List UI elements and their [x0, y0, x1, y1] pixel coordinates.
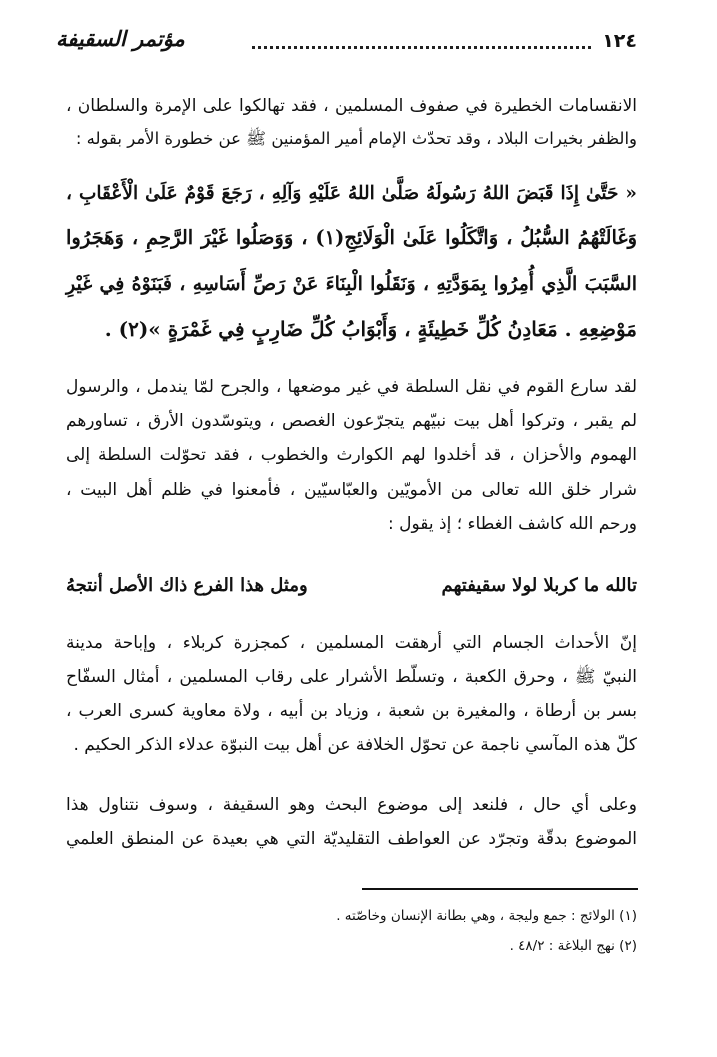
text-line: إنّ الأحداث الجسام التي أرهقت المسلمين ، كمجزرة كربلاء ، وإباحة مدينة [66, 633, 637, 653]
footnote-separator [362, 888, 638, 890]
poem-hemistich-first: تالله ما كربلا لولا سقيفتهم [441, 575, 637, 596]
hadith-line: وَغَالَتْهُمُ السُّبُلُ ، وَاتَّكَلُوا عَلَىٰ الْوَلَائِجِ(١) ، وَوَصَلُوا غَيْرَ الرَّحِمِ ، وَهَجَرُوا [66, 226, 637, 249]
text-line: بسر بن أرطاة ، والمغيرة بن شعبة ، وزياد بن أبيه ، ولاة معاوية كسرى العرب ، [66, 701, 637, 721]
text-line: شرار خلق الله تعالى من الأمويّين والعبّاسيّين ، فأمعنوا في ظلم أهل البيت ، [66, 480, 637, 500]
page-header [56, 26, 637, 60]
hadith-line: مَوْضِعِهِ . مَعَادِنُ كُلِّ خَطِيئَةٍ ، وَأَبْوَابُ كُلِّ ضَارِبٍ فِي غَمْرَةٍ »(٢) . [104, 317, 637, 341]
text-line: والظفر بخيرات البلاد ، وقد تحدّث الإمام أمير المؤمنين ﷺ عن خطورة الأمر بقوله : [75, 129, 637, 148]
footnote: (٢) نهج البلاغة : ٤٨/٢ . [509, 938, 637, 954]
page-number: ١٢٤ [602, 30, 637, 52]
poem-verse [66, 575, 637, 607]
book-title: مؤتمر السقيفة [56, 26, 185, 51]
text-line: الموضوع بدقّة وتجرّد عن العواطف التقليديّة التي هي بعيدة عن المنطق العلمي [66, 829, 637, 849]
footnote: (١) الولائج : جمع وليجة ، وهي بطانة الإنسان وخاصّته . [336, 908, 637, 924]
text-line: لقد سارع القوم في نقل السلطة في غير موضعها ، والجرح لمّا يندمل ، والرسول [66, 377, 637, 397]
text-line: وعلى أي حال ، فلنعد إلى موضوع البحث وهو السقيفة ، وسوف نتناول هذا [66, 795, 637, 815]
text-line: كلّ هذه المآسي ناجمة عن تحوّل الخلافة عن أهل بيت النبوّة عدلاء الذكر الحكيم . [73, 735, 637, 755]
poem-hemistich-second: ومثل هذا الفرع ذاك الأصل أنتجهُ [66, 575, 308, 596]
text-line: الانقسامات الخطيرة في صفوف المسلمين ، فقد تهالكوا على الإمرة والسلطان ، [66, 96, 637, 116]
header-dotted-leader [252, 46, 591, 49]
text-line: لم يقبر ، وتركوا أهل بيت نبيّهم يتجرّعون الغصص ، ويتوسّدون الأرق ، تساورهم [66, 411, 637, 431]
text-line: النبيّ ﷺ ، وحرق الكعبة ، وتسلّط الأشرار على رقاب المسلمين ، أمثال السفّاح [66, 667, 637, 687]
text-line: الهموم والأحزان ، قد أخلدوا لهم الكوارث والخطوب ، فقد تحوّلت السلطة إلى [66, 445, 637, 465]
hadith-line: السَّبَبَ الَّذِي أُمِرُوا بِمَوَدَّتِهِ ، وَنَقَلُوا الْبِنَاءَ عَنْ رَصِّ أَسَاسِهِ ، فَبَنَوْهُ فِي غَيْرِ [66, 273, 637, 295]
text-line: ورحم الله كاشف الغطاء ؛ إذ يقول : [388, 514, 637, 534]
hadith-line: « حَتَّىٰ إِذَا قَبَضَ اللهُ رَسُولَهُ صَلَّىٰ اللهُ عَلَيْهِ وَآلِهِ ، رَجَعَ قَوْمٌ عَلَىٰ الْأَعْقَابِ ، [66, 183, 637, 204]
